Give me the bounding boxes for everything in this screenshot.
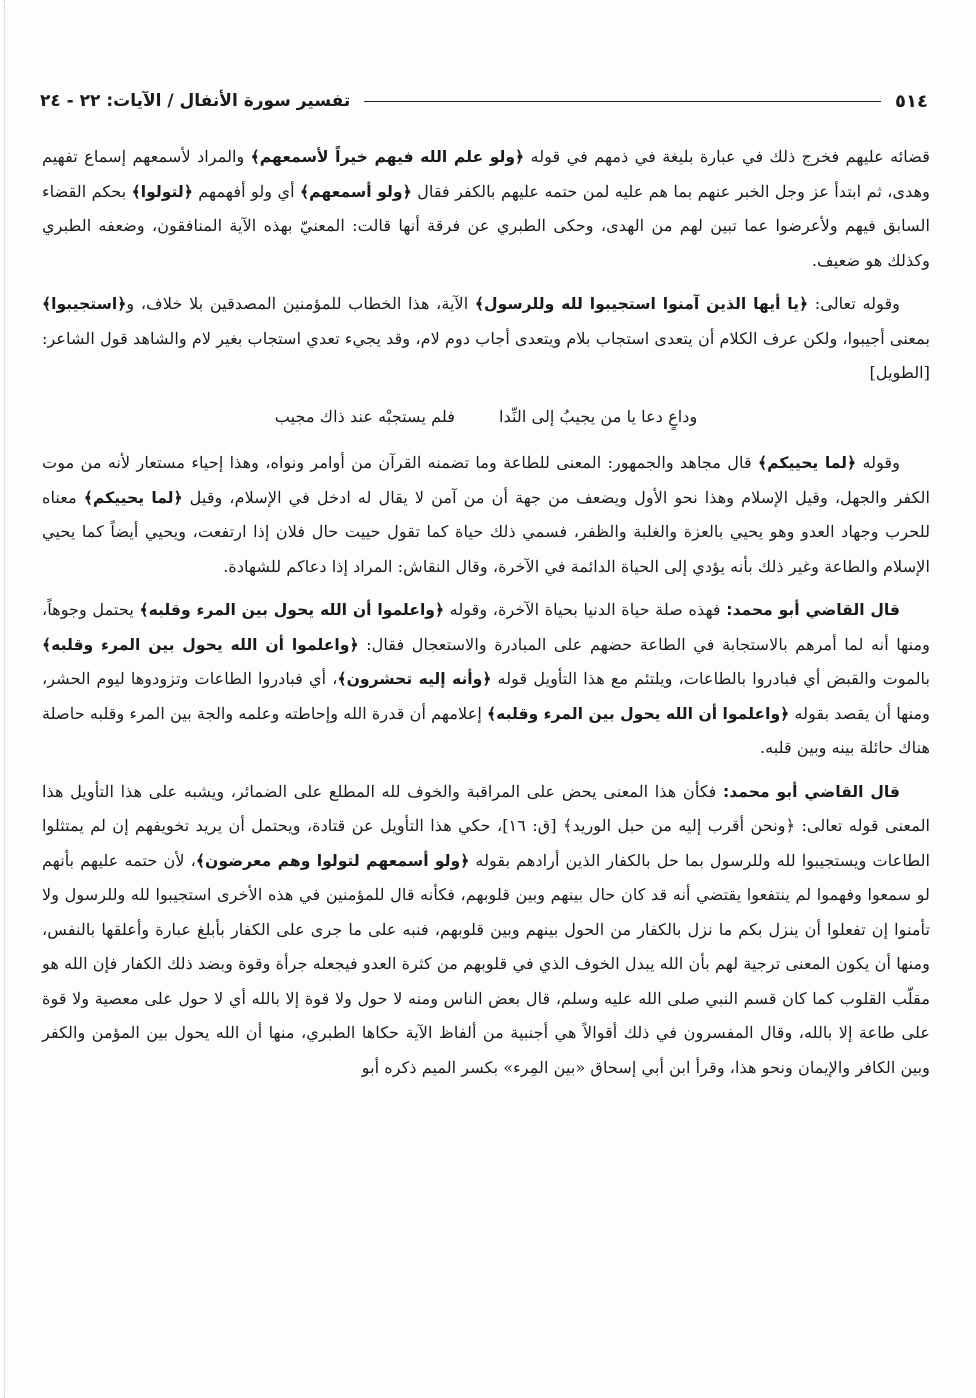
text-run: ، لأن حتمه عليهم بأنهم لو سمعوا وفهموا لم ينتفعوا يقتضي أنه قد كان حال بينهم وبين قلوبهم، فكأنه قال للمؤمنين في هذه الأخرى استجيبوا لله وللرسول ولا تأمنوا إن تفعلوا أن ينزل بكم ما نزل بالكفار من الحول بينهم وبين قلوبهم، فنبه على ما جرى على الكفار بأبلغ عبارة وأعلقها بالنفس، ومنها أن يكون المعنى ترجية لهم بأن الله يبدل الخوف الذي في قلوبهم من كثرة العدو فيجعله جرأة وقوة وبضد ذلك الكفار فإن الله هو مقلّب القلوب كما كان قسم النبي صلى الله عليه وسلم، قال بعض الناس ومنه لا حول ولا قوة إلا بالله أي لا حول على معصية ولا قوة على طاعة إلا بالله، وقال المفسرون في ذلك أقوالاً هي أجنبية من ألفاظ الآية حكاها الطبري، منها أن الله يحول بين المؤمن والكفر وبين الكافر والإيمان ونحو هذا، وقرأ ابن أبي إسحاق «بين المِرء» بكسر الميم ذكره أبو [42, 850, 930, 1077]
paragraph [42, 287, 930, 391]
paragraph [42, 140, 930, 278]
text-run: إعلامهم أن قدرة الله وإحاطته وعلمه والجة بين المرء وقلبه حاصلة هناك حائلة بينه وبين قلبه. [42, 703, 930, 757]
text-run: بالموت والقبض أي فبادروا بالطاعات، ويلتئم مع هذا التأويل قوله [491, 669, 930, 688]
poem-verse [42, 400, 930, 435]
page-number: ٥١٤ [895, 90, 928, 112]
text-run: الآية، هذا الخطاب للمؤمنين المصدقين بلا خلاف، و [126, 294, 475, 313]
quran-quote: ﴿استجيبوا﴾ [42, 295, 127, 313]
quran-quote: ﴿ولو أسمعهم﴾ [300, 182, 412, 201]
text-run: فكأن هذا المعنى يحض على المراقبة والخوف لله المطلع على الضمائر، ويشبه على هذا التأويل هذا المعنى قوله تعالى: ﴿ونحن أقرب إليه من حبل الوريد﴾ [ق: ١٦]، حكي هذا التأويل عن قتادة، ويحتمل أن يريد تخويفهم إن لم يمتثلوا الطاعات ويستجيبوا لله وللرسول بما حل بالكفار الذين أرادهم بقوله [42, 781, 930, 870]
paragraph [42, 775, 930, 1086]
text-run: والمراد لأسمعهم إسماع تفهيم وهدى، ثم ابتدأ عز وجل الخبر عنهم بما هم عليه لمن حتمه عليهم بالكفر فقال [42, 147, 930, 201]
paragraph [42, 446, 930, 584]
text-run: أي ولو أفهمهم [192, 181, 300, 201]
page-edge-shadow [4, 0, 5, 1398]
quran-quote: ﴿لتولوا﴾ [131, 182, 193, 201]
text-run: بمعنى أجيبوا، ولكن عرف الكلام أن يتعدى استجاب بلام ويتعدى أجاب دوم لام، وقد يجيء تعدي استجاب بغير لام والشاهد قول الشاعر: [الطويل] [42, 328, 930, 382]
text-run: فهذه صلة حياة الدنيا بحياة الآخرة، وقوله [444, 600, 727, 619]
poem-hemistich-2: فلم يستجبْه عند ذاك مجيب [274, 406, 456, 426]
quran-quote: ﴿واعلموا أن الله يحول بين المرء وقلبه﴾ [139, 601, 445, 619]
quran-quote: ﴿ولو علم الله فيهم خيراً لأسمعهم﴾ [250, 148, 525, 166]
poem-hemistich-1: وداعٍ دعا يا من يجيبُ إلى النِّدا [499, 406, 698, 426]
quran-quote: ﴿واعلموا أن الله يحول بين المرء وقلبه﴾ [42, 635, 359, 654]
paragraph [42, 593, 930, 766]
text-run: ، أي فبادروا الطاعات وتزودوها ليوم الحشر، ومنها أن يقصد بقوله [42, 669, 930, 723]
text-run: وقوله تعالى: [808, 294, 901, 313]
quran-quote: قال القاضي أبو محمد: [723, 782, 900, 801]
text-run: وقوله [856, 453, 900, 472]
quran-quote: ﴿ولو أسمعهم لتولوا وهم معرضون﴾ [195, 851, 470, 870]
text-body [42, 140, 930, 1094]
quran-quote: قال القاضي أبو محمد: [726, 601, 900, 619]
text-run: يحتمل وجوهاً، ومنها أنه لما أمرهم بالاستجابة في الطاعة حضهم على المبادرة والاستعجال فقال: [42, 600, 930, 654]
quran-quote: ﴿لما يحييكم﴾ [758, 454, 857, 472]
quran-quote: ﴿لما يحييكم﴾ [83, 488, 183, 507]
quran-quote: ﴿يا أيها الذين آمنوا استجيبوا لله وللرسول﴾ [474, 295, 809, 313]
running-title: تفسير سورة الأنفال / الآيات: ٢٢ - ٢٤ [40, 91, 351, 111]
header-rule [364, 101, 881, 102]
quran-quote: ﴿واعلموا أن الله يحول بين المرء وقلبه﴾ [487, 704, 790, 723]
text-run: قضائه عليهم فخرج ذلك في عبارة بليغة في ذمهم في قوله [524, 147, 930, 166]
text-run: قال مجاهد والجمهور: المعنى للطاعة وما تضمنه القرآن من أوامر ونواه، وهذا إحياء مستعار لأنه من موت الكفر والجهل، وقيل الإسلام وهذا نحو الأول ويضعف من جهة أن من آمن لا يقال له ادخل في الإسلام، وقيل [42, 453, 930, 507]
text-run: معناه للحرب وجهاد العدو وهو يحيي بالعزة والغلبة والظفر، فسمي ذلك حياة كما تقول حييت حال فلان إذا ارتفعت، ويحيي أيضاً كما يحيي الإسلام والطاعة وغير ذلك بأنه يؤدي إلى الحياة الدائمة في الآخرة، وقال النقاش: المراد إذا دعاكم للشهادة. [42, 487, 931, 576]
quran-quote: ﴿وأنه إليه تحشرون﴾ [337, 670, 492, 688]
text-run: بحكم القضاء السابق فيهم ولأعرضوا عما تبين لهم من الهدى، وحكى الطبري عن فرقة أنها قالت: المعنيّ بهذه الآية المنافقون، وضعفه الطبري وكذلك هو ضعيف. [42, 181, 930, 270]
running-header [40, 86, 928, 116]
